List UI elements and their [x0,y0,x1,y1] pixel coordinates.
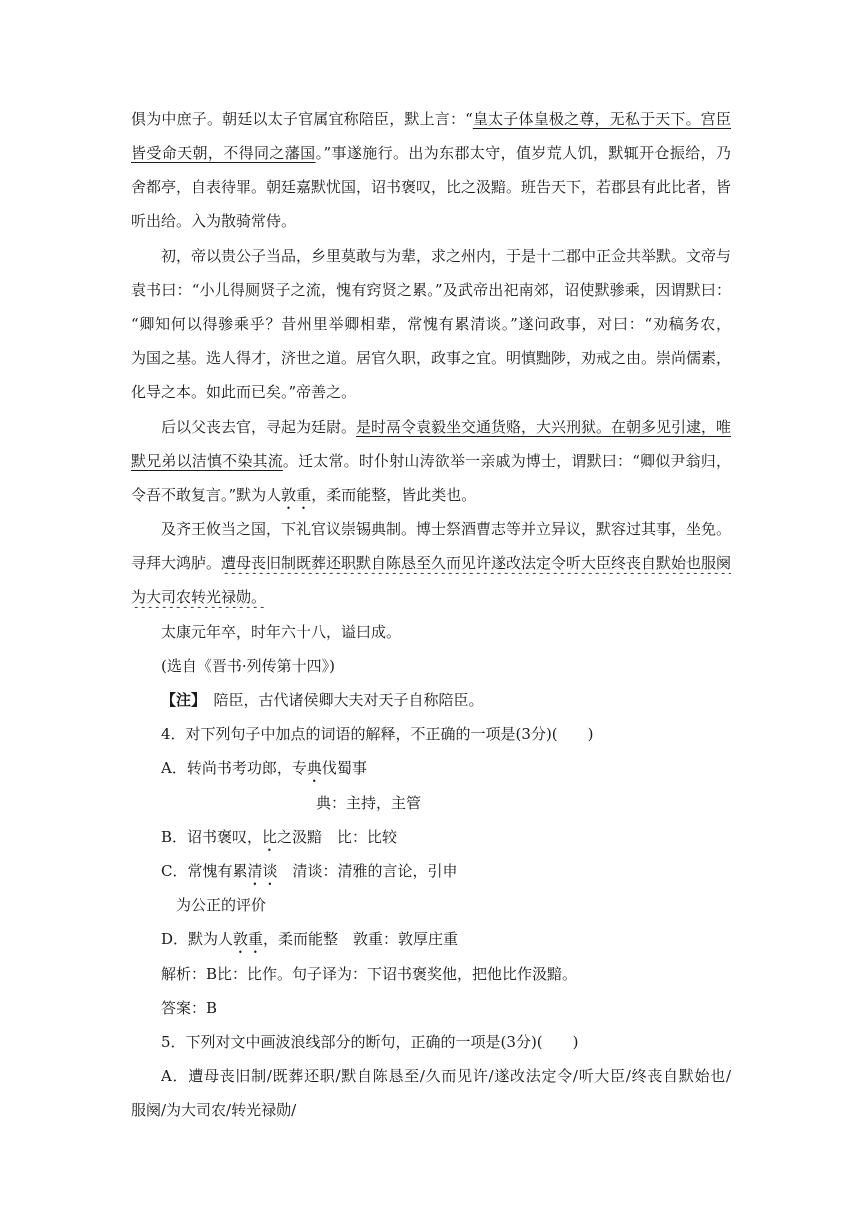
passage-line: 听出给。入为散骑常侍。 [131,212,297,230]
answer: 答案：B [161,999,218,1017]
passage-line: 皆受命天朝，不得同之藩国。”事遂施行。出为东郡太守，值岁荒人饥，默辄开仓振给，乃 [131,144,731,162]
underlined-sentence: 是时鬲令袁毅坐交通货赂，大兴刑狱。在朝多见引逮，唯 [356,418,731,436]
option-b: B．诏书褒叹，比之汲黯 比：比较 [161,828,398,846]
underlined-sentence: 默兄弟以洁慎不染其流 [131,452,283,470]
option-a-continued: 服阕/为大司农/转光禄勋/ [131,1101,297,1119]
dotted-word: 典 [306,759,322,777]
dotted-word: 比 [262,828,278,846]
passage-line: 初，帝以贵公子当品，乡里莫敢与为辈，求之州内，于是十二郡中正佥共举默。文帝与 [161,247,731,265]
passage-line: 寻拜大鸿胪。遭母丧旧制既葬还职默自陈恳至久而见许遂改法定令听大臣终丧自默始也服阕 [131,554,731,572]
passage-line: 舍都亭，自表待罪。朝廷嘉默忧国，诏书褒叹，比之汲黯。班告天下，若郡县有此比者，皆 [131,178,731,196]
dotted-word: 清谈 [247,862,278,880]
wavy-underlined-sentence: 遭母丧旧制既葬还职默自陈恳至久而见许遂改法定令听大臣终丧自默始也服阕 [221,554,731,572]
dotted-word: 敦重 [233,930,264,948]
passage-line [131,586,731,608]
underlined-sentence: 皆受命天朝，不得同之藩国 [131,144,316,162]
passage-line: 化导之本。如此而已矣。”帝善之。 [131,383,357,401]
passage-line: 默兄弟以洁慎不染其流。迁太常。时仆射山涛欲举一亲戚为博士，谓默曰：“卿似尹翁归， [131,452,731,470]
annotation-note: 【注】 陪臣，古代诸侯卿大夫对天子自称陪臣。 [161,691,484,709]
option-d: D．默为人敦重，柔而能整 敦重：敦厚庄重 [161,930,459,948]
source-citation: (选自《晋书·列传第十四》) [161,657,335,675]
passage-line: 令吾不敢复言。”默为人敦重，柔而能整，皆此类也。 [131,486,477,504]
option-a-explanation: 典：主持，主管 [316,794,422,812]
option-a: A．遭母丧旧制/既葬还职/默自陈恳至/久而见许/遂改法定令/听大臣/终丧自默始也/ [161,1067,731,1085]
passage-line: 及齐王攸当之国，下礼官议崇锡典制。博士祭酒曹志等并立异议，默容过其事，坐免。 [161,520,731,538]
note-label: 【注】 [161,691,199,709]
option-c: C．常愧有累清谈 清谈：清雅的言论，引申 [161,862,458,880]
passage-line: 袁书曰：“小儿得厕贤子之流，愧有窍贤之累。”及武帝出祀南郊，诏使默骖乘，因谓默曰： [131,281,731,299]
analysis: 解析：B比：比作。句子译为：下诏书褒奖他，把他比作汲黯。 [161,965,578,983]
wavy-underlined-sentence: 为大司农转光禄勋。 [131,588,267,606]
dotted-word: 敦重 [281,486,312,504]
passage-line: 后以父丧去官，寻起为廷尉。是时鬲令袁毅坐交通货赂，大兴刑狱。在朝多见引逮，唯 [161,418,731,436]
passage-line: 太康元年卒，时年六十八，谥曰成。 [161,623,402,641]
option-c-continued: 为公正的评价 [176,896,267,914]
option-a: A．转尚书考功郎，专典伐蜀事 [161,759,367,777]
underlined-sentence: 皇太子体皇极之尊，无私于天下。宫臣 [472,110,731,128]
question-4: 4．对下列句子中加点的词语的解释，不正确的一项是(3分)( ) [161,725,594,743]
passage-line: “卿知何以得骖乘乎？昔州里举卿相辈，常愧有累清谈。”遂问政事，对曰：“劝稿务农， [131,315,731,333]
passage-line: 为国之基。选人得才，济世之道。居官久职，政事之宜。明慎黜陟，劝戒之由。崇尚儒素， [131,349,731,367]
passage-line: 俱为中庶子。朝廷以太子官属宜称陪臣，默上言：“皇太子体皇极之尊，无私于天下。宫臣 [131,110,731,128]
question-5: 5．下列对文中画波浪线部分的断句，正确的一项是(3分)( ) [161,1033,579,1051]
